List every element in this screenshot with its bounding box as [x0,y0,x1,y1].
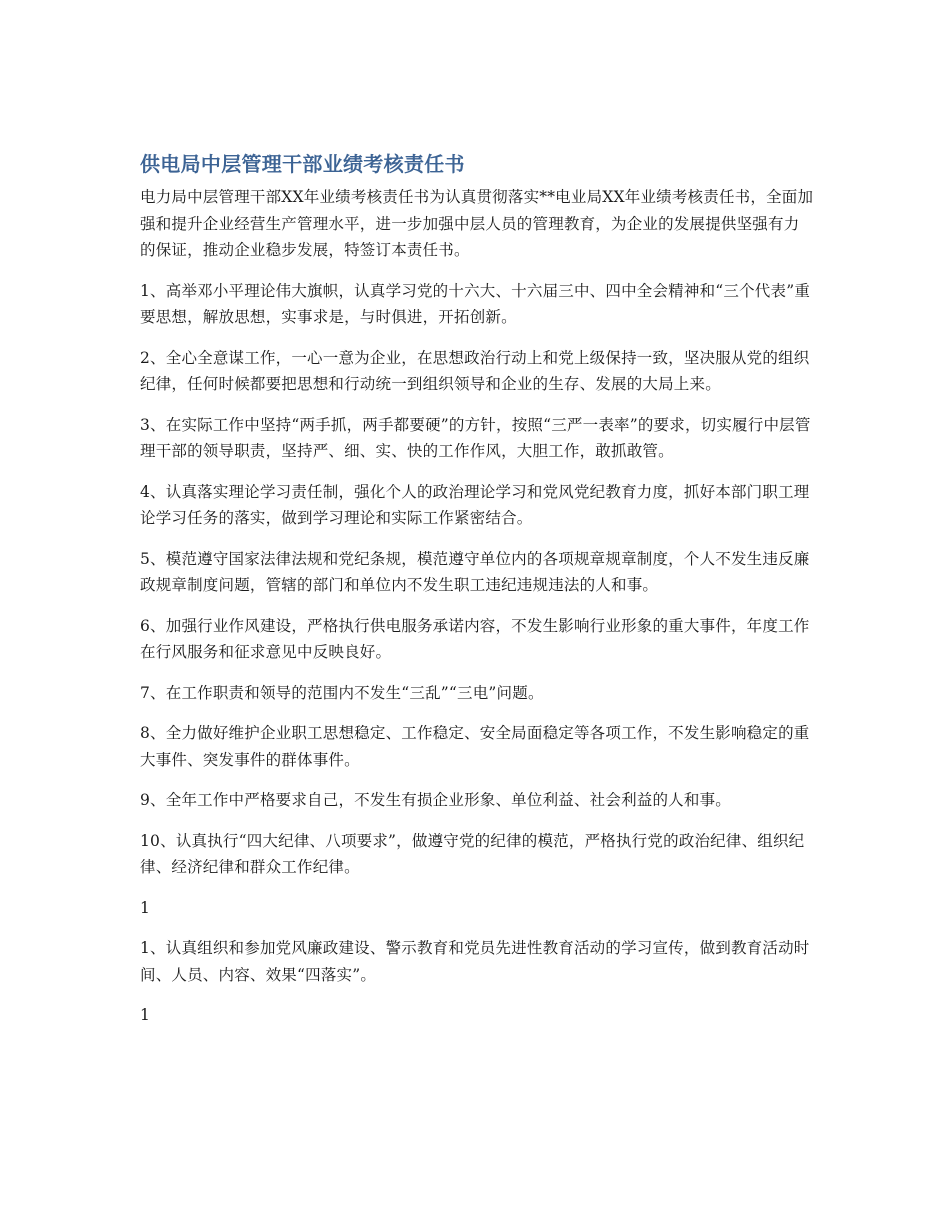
clause-2: 2、全心全意谋工作，一心一意为企业，在思想政治行动上和党上级保持一致，坚决服从党的组织纪律，任何时候都要把思想和行动统一到组织领导和企业的生存、发展的大局上来。 [140,348,810,393]
sub-clause-1: 1、认真组织和参加党风廉政建设、警示教育和党员先进性教育活动的学习宣传，做到教育活动时间、人员、内容、效果“四落实”。 [140,939,810,984]
clause-9: 9、全年工作中严格要求自己，不发生有损企业形象、单位利益、社会利益的人和事。 [140,791,731,809]
clause-5: 5、模范遵守国家法律法规和党纪条规，模范遵守单位内的各项规章规章制度，个人不发生违反廉政规章制度问题，管辖的部门和单位内不发生职工违纪违规违法的人和事。 [140,549,810,594]
intro-paragraph: 电力局中层管理干部XX年业绩考核责任书为认真贯彻落实**电业局XX年业绩考核责任书，全面加强和提升企业经营生产管理水平，进一步加强中层人员的管理教育，为企业的发展提供坚强有力的保证，推动企业稳步发展，特签订本责任书。 [140,188,814,259]
clause-10: 10、认真执行“四大纪律、八项要求”，做遵守党的纪律的模范，严格执行党的政治纪律、组织纪律、经济纪律和群众工作纪律。 [140,831,805,876]
section-number: 1 [140,1006,151,1024]
clause-8: 8、全力做好维护企业职工思想稳定、工作稳定、安全局面稳定等各项工作，不发生影响稳定的重大事件、突发事件的群体事件。 [140,724,810,769]
clause-4: 4、认真落实理论学习责任制，强化个人的政治理论学习和党风党纪教育力度，抓好本部门职工理论学习任务的落实，做到学习理论和实际工作紧密结合。 [140,482,810,527]
section-number: 1 [140,898,151,917]
clause-3: 3、在实际工作中坚持“两手抓，两手都要硬”的方针，按照“三严一表率”的要求，切实履行中层管理干部的领导职责，坚持严、细、实、快的工作作风，大胆工作，敢抓敢管。 [140,415,811,460]
document-page [140,148,815,1043]
clause-7: 7、在工作职责和领导的范围内不发生“三乱”“三电”问题。 [140,683,544,702]
clause-6: 6、加强行业作风建设，严格执行供电服务承诺内容，不发生影响行业形象的重大事件，年度工作在行风服务和征求意见中反映良好。 [140,616,810,661]
clause-1: 1、高举邓小平理论伟大旗帜，认真学习党的十六大、十六届三中、四中全会精神和“三个代表”重要思想，解放思想，实事求是，与时俱进，开拓创新。 [140,281,811,326]
document-title: 供电局中层管理干部业绩考核责任书 [140,152,465,176]
